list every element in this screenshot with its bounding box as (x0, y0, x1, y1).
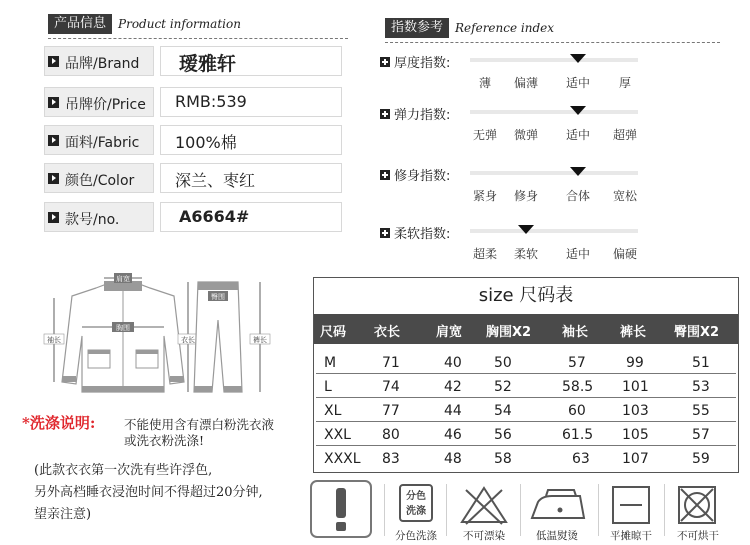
care-divider (384, 484, 385, 536)
care-divider (446, 484, 447, 536)
table-cell: L (324, 379, 332, 395)
plus-box-icon (380, 228, 390, 238)
product-label-box (44, 87, 154, 117)
index-bar (470, 58, 638, 62)
care-low-iron (524, 480, 590, 540)
care-no-tumble (670, 480, 726, 540)
index-marker (570, 54, 586, 63)
table-cell: 107 (622, 451, 649, 467)
table-cell: 57 (568, 355, 586, 371)
table-cell: 99 (626, 355, 644, 371)
table-cell: 40 (444, 355, 462, 371)
arrow-bullet-icon (48, 97, 59, 108)
table-row (316, 354, 736, 374)
care-label: 分色洗涤 (395, 530, 437, 542)
product-info-divider (48, 38, 348, 39)
wash-instructions-line: 不能使用含有漂白粉洗衣液 (124, 417, 275, 432)
product-label-box (44, 46, 154, 76)
product-value-box (160, 163, 342, 193)
arrow-bullet-icon (48, 173, 59, 184)
table-cell: 60 (568, 403, 586, 419)
reference-index-header (385, 18, 554, 38)
table-cell: 61.5 (562, 427, 594, 443)
header-cell: 肩宽 (436, 325, 463, 340)
table-cell: 103 (622, 403, 649, 419)
size-table-title: size 尺码表 (478, 285, 574, 306)
care-no-bleach (454, 480, 514, 540)
arrow-bullet-icon (48, 212, 59, 223)
index-label-text: 弹力指数: (394, 108, 451, 123)
product-label: 面料/Fabric (65, 135, 140, 151)
table-cell: 63 (572, 451, 590, 467)
table-cell: 77 (382, 403, 400, 419)
size-table-header (314, 314, 738, 344)
index-marker (570, 106, 586, 115)
product-label-box (44, 202, 154, 232)
color-note-line: 另外高档睡衣浸泡时间不得超过20分钟, (34, 485, 263, 500)
reference-index-tab: 指数参考 (385, 18, 449, 38)
table-cell: 105 (622, 427, 649, 443)
index-tick: 适中 (565, 76, 591, 90)
table-cell: 101 (622, 379, 649, 395)
table-cell: 52 (494, 379, 512, 395)
index-tick: 适中 (565, 128, 591, 142)
index-tick: 修身 (513, 189, 539, 203)
plus-box-icon (380, 57, 390, 67)
product-value-box (160, 46, 342, 76)
header-cell: 裤长 (620, 325, 647, 340)
wash-instructions-title: *洗涤说明: (22, 414, 96, 432)
pants-waistband (198, 282, 238, 290)
index-tick: 柔软 (513, 247, 539, 261)
table-cell: 53 (692, 379, 710, 395)
care-flat-dry (604, 480, 658, 540)
table-cell: 55 (692, 403, 710, 419)
table-cell: 56 (494, 427, 512, 443)
product-label: 品牌/Brand (65, 56, 140, 72)
header-cell: 胸围X2 (486, 325, 532, 340)
index-tick: 超弹 (612, 128, 638, 142)
flat-dry-icon (610, 484, 652, 526)
table-cell: 83 (382, 451, 400, 467)
index-label (380, 104, 450, 123)
reference-index-divider (385, 42, 720, 43)
index-tick: 微弹 (513, 128, 539, 142)
arrow-bullet-icon (48, 135, 59, 146)
table-cell: 51 (692, 355, 710, 371)
hip-label: 臀围 (211, 293, 225, 301)
product-value: 深兰、枣红 (175, 171, 256, 190)
table-cell: M (324, 355, 337, 371)
warning-icon (310, 480, 372, 538)
index-label-text: 厚度指数: (394, 56, 451, 71)
index-label (380, 223, 450, 242)
care-divider (598, 484, 599, 536)
index-tick: 厚 (618, 76, 632, 90)
table-cell: 42 (444, 379, 462, 395)
index-label-text: 修身指数: (394, 169, 451, 184)
index-thickness (380, 52, 642, 92)
index-tick: 紧身 (472, 189, 498, 203)
plus-box-icon (380, 109, 390, 119)
table-row (316, 402, 736, 422)
product-label: 款号/no. (65, 212, 120, 228)
product-value-box (160, 202, 342, 232)
header-cell: 袖长 (562, 325, 589, 340)
product-label-box (44, 163, 154, 193)
care-separate-wash (394, 480, 438, 540)
care-divider (520, 484, 521, 536)
table-row (316, 426, 736, 446)
care-label: 平摊晾干 (610, 530, 652, 542)
no-bleach-icon (458, 484, 510, 526)
index-label-text: 柔软指数: (394, 227, 451, 242)
index-label (380, 52, 450, 71)
sleeve-label: 袖长 (47, 336, 61, 344)
color-note-line: (此款衣衣第一次洗有些许浮色, (34, 463, 213, 478)
separate-wash-icon (399, 484, 433, 522)
table-cell: XL (324, 403, 342, 419)
table-cell: 54 (494, 403, 512, 419)
index-bar (470, 229, 638, 233)
length-label: 衣长 (181, 336, 195, 344)
index-marker (518, 225, 534, 234)
index-bar (470, 110, 638, 114)
product-label-box (44, 125, 154, 155)
product-label: 吊牌价/Price (65, 97, 146, 113)
product-label: 颜色/Color (65, 173, 135, 189)
care-label: 不可烘干 (677, 530, 719, 542)
product-value-box (160, 125, 342, 155)
product-info-subtitle: Product information (118, 17, 241, 31)
index-tick: 适中 (565, 247, 591, 261)
table-cell: 50 (494, 355, 512, 371)
index-label (380, 165, 450, 184)
index-tick: 合体 (565, 189, 591, 203)
table-cell: 74 (382, 379, 400, 395)
header-cell: 衣长 (374, 325, 401, 340)
table-cell: 48 (444, 451, 462, 467)
table-cell: 71 (382, 355, 400, 371)
product-value: 瑷雅轩 (179, 53, 237, 75)
table-cell: 58 (494, 451, 512, 467)
pants-length-label: 裤长 (253, 336, 267, 344)
product-value-box (160, 87, 342, 117)
arrow-bullet-icon (48, 56, 59, 67)
table-row (316, 378, 736, 398)
product-value: A6664# (179, 207, 250, 226)
table-row (316, 450, 736, 470)
care-label: 不可漂染 (463, 530, 505, 542)
index-tick: 宽松 (612, 189, 638, 203)
table-cell: 46 (444, 427, 462, 443)
index-tick: 超柔 (472, 247, 498, 261)
product-value: RMB:539 (175, 92, 247, 111)
product-info-header (48, 14, 241, 34)
iron-icon (528, 486, 588, 524)
table-cell: 58.5 (562, 379, 594, 395)
table-cell: 80 (382, 427, 400, 443)
index-marker (570, 167, 586, 176)
care-label: 低温熨烫 (536, 530, 578, 542)
reference-index-subtitle: Reference index (455, 21, 555, 35)
color-note-line: 望亲注意) (34, 507, 92, 522)
index-tick: 无弹 (472, 128, 498, 142)
product-value: 100%棉 (175, 133, 237, 152)
wash-instructions-line: 或洗衣粉洗涤! (124, 433, 205, 448)
index-tick: 薄 (478, 76, 492, 90)
table-cell: XXXL (324, 451, 361, 467)
plus-box-icon (380, 170, 390, 180)
table-cell: 59 (692, 451, 710, 467)
pajama-measurement-diagram (38, 270, 288, 400)
chest-label: 胸围 (116, 324, 130, 332)
index-fit (380, 165, 642, 205)
index-elasticity (380, 104, 642, 144)
index-tick: 偏薄 (513, 76, 539, 90)
index-bar (470, 171, 638, 175)
shoulder-label: 肩宽 (116, 275, 130, 283)
header-cell: 臀围X2 (674, 325, 720, 340)
care-divider (664, 484, 665, 536)
table-cell: XXL (324, 427, 351, 443)
table-cell: 57 (692, 427, 710, 443)
table-cell: 44 (444, 403, 462, 419)
index-softness (380, 223, 642, 263)
index-tick: 偏硬 (612, 247, 638, 261)
separate-wash-icon-text: 分色洗涤 (406, 491, 426, 517)
no-tumble-dry-icon (676, 484, 720, 526)
size-table (313, 277, 739, 473)
header-cell: 尺码 (320, 325, 347, 340)
product-info-tab: 产品信息 (48, 14, 112, 34)
